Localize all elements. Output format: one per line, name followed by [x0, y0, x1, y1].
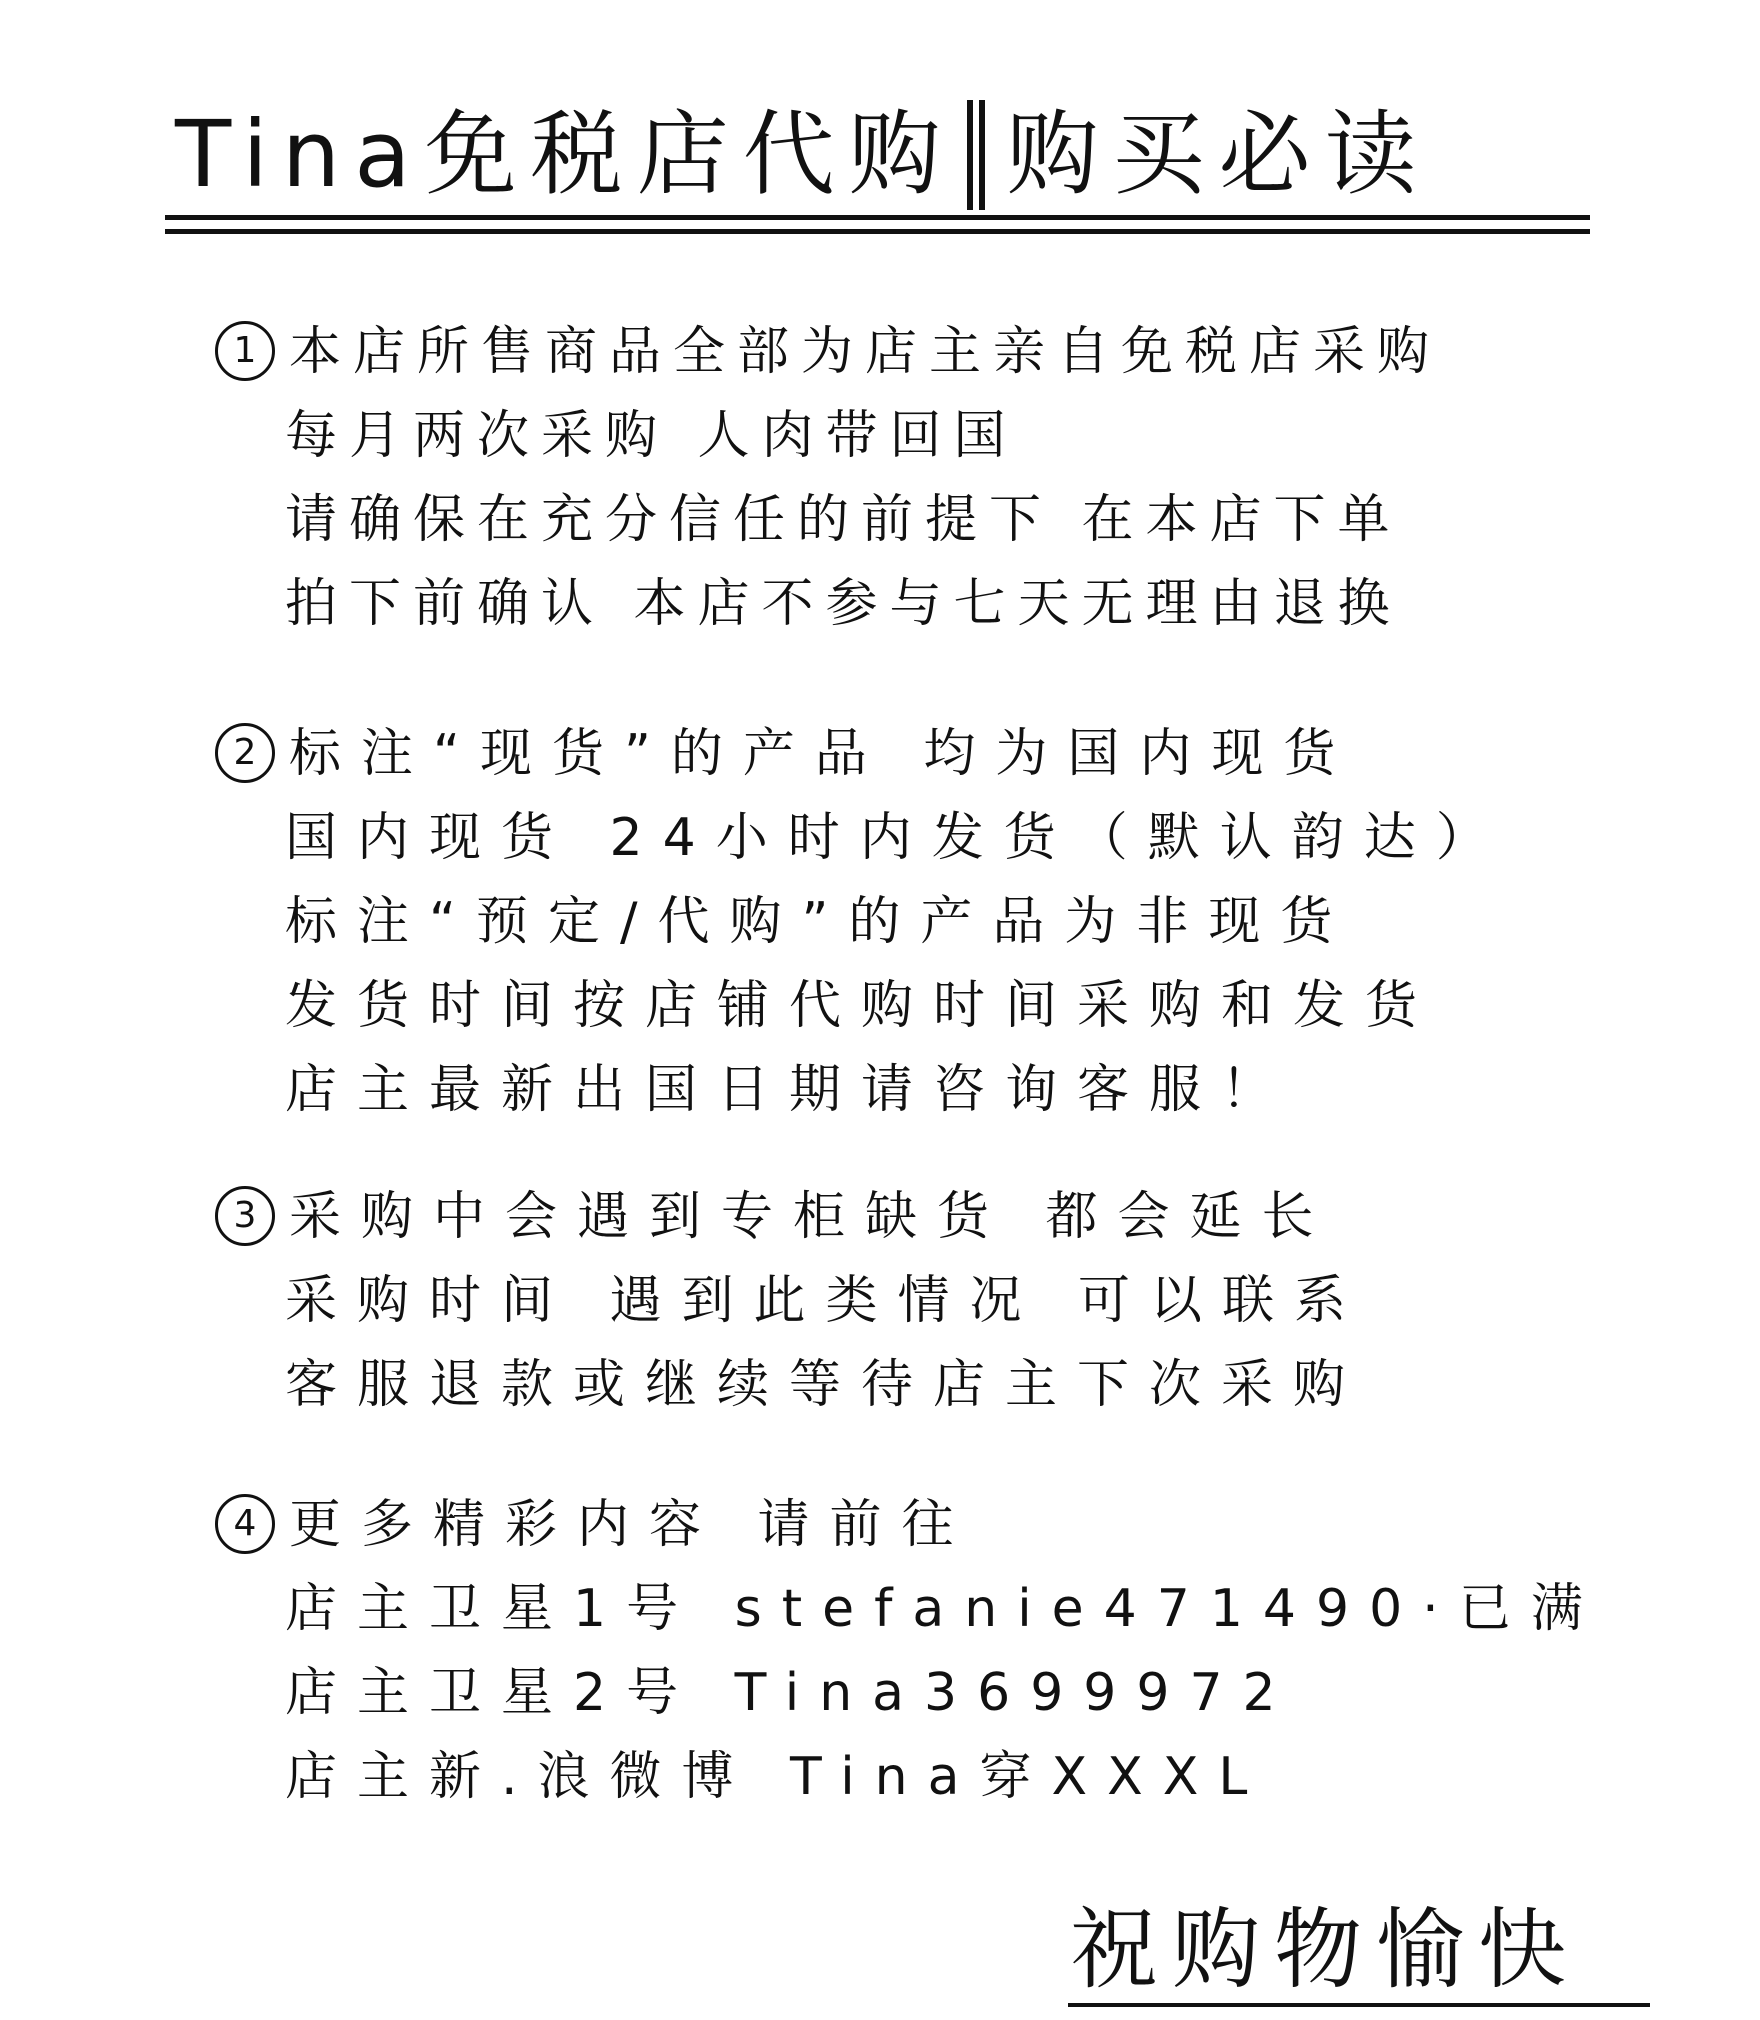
- contact-line: 店主卫星1号 stefanie471490·已满: [285, 1579, 1603, 1639]
- circled-number-1: 1: [215, 321, 275, 381]
- circled-number-2: 2: [215, 723, 275, 783]
- page-title: [175, 90, 1595, 220]
- circled-number-4: 4: [215, 1494, 275, 1554]
- contact-line: 店主新.浪微博 Tina穿XXXL: [285, 1747, 1268, 1807]
- notice-line: 店主最新出国日期请咨询客服！: [285, 1060, 1294, 1120]
- notice-section-4: [215, 1483, 1715, 1819]
- notice-line: 发货时间按店铺代购时间采购和发货: [285, 976, 1438, 1036]
- closing-underline: [1068, 2003, 1650, 2007]
- closing-message: 祝购物愉快: [1070, 1898, 1581, 2001]
- notice-section-2: [215, 712, 1715, 1132]
- notice-text: 标注“现货”的产品 均为国内现货: [289, 724, 1356, 784]
- notice-line: [215, 1483, 1715, 1567]
- notice-text: 本店所售商品全部为店主亲自免税店采购: [289, 322, 1442, 382]
- notice-line: 请确保在充分信任的前提下 在本店下单: [285, 490, 1402, 550]
- notice-text: 更多精彩内容 请前往: [289, 1495, 974, 1555]
- header-rule-top: [165, 215, 1590, 220]
- circled-number-3: 3: [215, 1186, 275, 1246]
- notice-section-3: [215, 1175, 1715, 1427]
- title-separator: [963, 100, 989, 210]
- notice-line: [215, 310, 1715, 394]
- title-left: Tina免税店代购: [175, 101, 955, 208]
- notice-section-1: [215, 310, 1715, 646]
- notice-line: 客服退款或继续等待店主下次采购: [285, 1355, 1366, 1415]
- notice-line: [215, 712, 1715, 796]
- contact-line: 店主卫星2号 Tina3699972: [285, 1663, 1296, 1723]
- notice-line: 采购时间 遇到此类情况 可以联系: [285, 1271, 1367, 1331]
- header-rule-bottom: [165, 229, 1590, 234]
- notice-line: 标注“预定/代购”的产品为非现货: [285, 892, 1353, 952]
- notice-text: 采购中会遇到专柜缺货 都会延长: [289, 1187, 1334, 1247]
- notice-line: 拍下前确认 本店不参与七天无理由退换: [285, 574, 1402, 634]
- notice-line: [215, 1175, 1715, 1259]
- notice-line: 国内现货 24小时内发货（默认韵达）: [285, 808, 1508, 868]
- title-right: 购买必读: [1006, 101, 1431, 208]
- notice-line: 每月两次采购 人肉带回国: [285, 406, 1018, 466]
